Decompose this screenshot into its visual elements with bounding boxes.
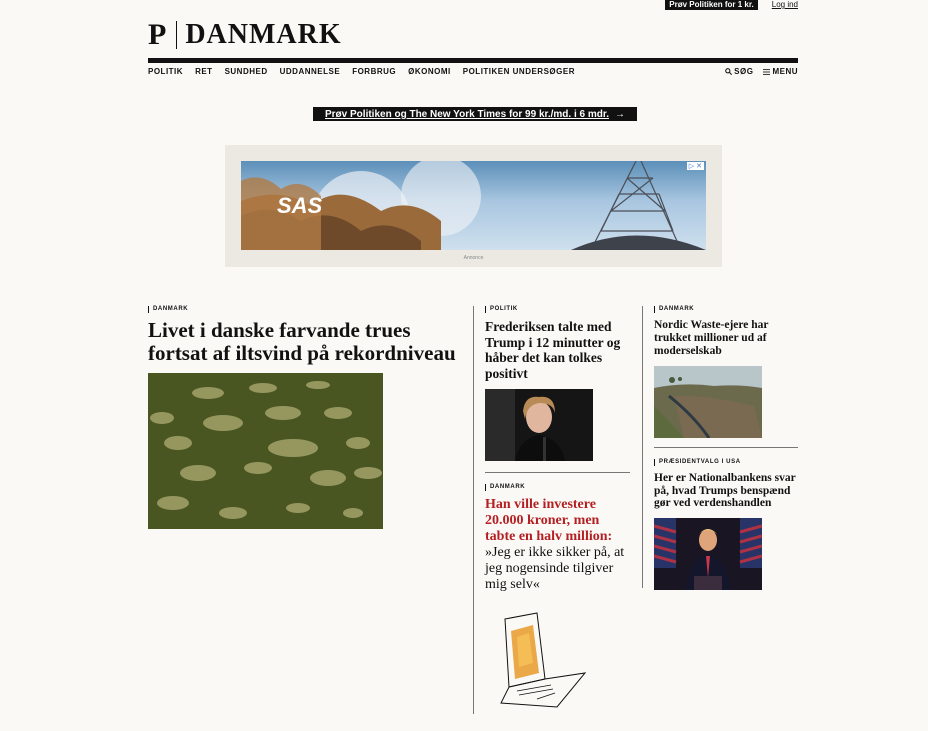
logo-divider	[176, 21, 177, 49]
nav-tools	[725, 67, 798, 76]
article-main[interactable]	[148, 306, 458, 529]
menu-button[interactable]	[763, 67, 798, 76]
article-image-trump[interactable]	[654, 518, 762, 590]
article-valg[interactable]	[654, 459, 798, 590]
search-label: SØG	[734, 67, 754, 76]
ad-choices-icon[interactable]: ▷ ✕	[688, 163, 702, 170]
row-divider	[485, 472, 630, 473]
nav-item-sundhed[interactable]: SUNDHED	[224, 67, 268, 76]
ad-banner[interactable]	[241, 161, 706, 250]
nav-items	[148, 67, 575, 76]
article-image-frederiksen[interactable]	[485, 389, 593, 461]
article-illustration-laptop[interactable]	[497, 607, 597, 712]
article-headline[interactable]: Livet i danske farvande trues fortsat af iltsvind på rekordniveau	[148, 318, 456, 365]
login-link[interactable]: Log ind	[771, 0, 798, 9]
article-headline[interactable]: »Jeg er ikke sikker på, at jeg nogensinde tilgiver mig selv«	[485, 545, 625, 592]
article-headline[interactable]: Frederiksen talte med Trump i 12 minutter og håber det kan tolkes positivt	[485, 319, 621, 381]
row-divider	[654, 447, 798, 448]
nav-item-politiken-undersoger[interactable]: POLITIKEN UNDERSØGER	[462, 67, 575, 76]
article-image-landslide[interactable]	[654, 366, 762, 438]
article-kicker: POLITIK	[485, 306, 630, 313]
section-nav	[148, 67, 798, 76]
ad-label: Annonce	[463, 255, 484, 261]
subscription-banner[interactable]	[313, 107, 637, 121]
article-politik[interactable]	[485, 306, 630, 461]
article-kicker: DANMARK	[485, 484, 630, 491]
article-headline[interactable]: Nordic Waste-ejere har trukket millioner ud af moderselskab	[654, 319, 769, 357]
article-headline-lead[interactable]: Han ville investere 20.000 kroner, men tabte en halv million:	[485, 497, 613, 544]
article-kicker: PRÆSIDENTVALG I USA	[654, 459, 798, 466]
article-kicker: DANMARK	[654, 306, 798, 313]
column-divider	[642, 306, 643, 588]
ad-brand-logo: SAS	[277, 193, 323, 218]
masthead[interactable]	[148, 20, 342, 50]
subscription-banner-text: Prøv Politiken og The New York Times for 99 kr./md. i 6 mdr.	[325, 108, 609, 120]
article-investering[interactable]	[485, 484, 630, 712]
search-icon	[725, 68, 732, 75]
nav-item-okonomi[interactable]: ØKONOMI	[408, 67, 451, 76]
search-button[interactable]	[725, 67, 753, 76]
hamburger-icon	[763, 69, 770, 75]
nav-rule	[148, 58, 798, 63]
article-nordic-waste[interactable]	[654, 306, 798, 438]
nav-item-politik[interactable]: POLITIK	[148, 67, 184, 76]
section-title[interactable]: DANMARK	[185, 19, 342, 50]
trial-link[interactable]: Prøv Politiken for 1 kr.	[665, 0, 757, 10]
top-links	[665, 0, 798, 10]
nav-item-uddannelse[interactable]: UDDANNELSE	[279, 67, 341, 76]
menu-label: MENU	[772, 67, 798, 76]
ad-container	[225, 145, 722, 267]
article-image-seaweed[interactable]	[148, 373, 383, 529]
arrow-right-icon: →	[614, 108, 625, 120]
politiken-logo[interactable]: P	[148, 18, 167, 51]
nav-item-forbrug[interactable]: FORBRUG	[352, 67, 397, 76]
nav-item-ret[interactable]: RET	[195, 67, 213, 76]
column-divider	[473, 306, 474, 714]
article-headline[interactable]: Her er Nationalbankens svar på, hvad Trumps benspænd gør ved verdenshandlen	[654, 472, 796, 509]
article-kicker: DANMARK	[148, 306, 458, 313]
